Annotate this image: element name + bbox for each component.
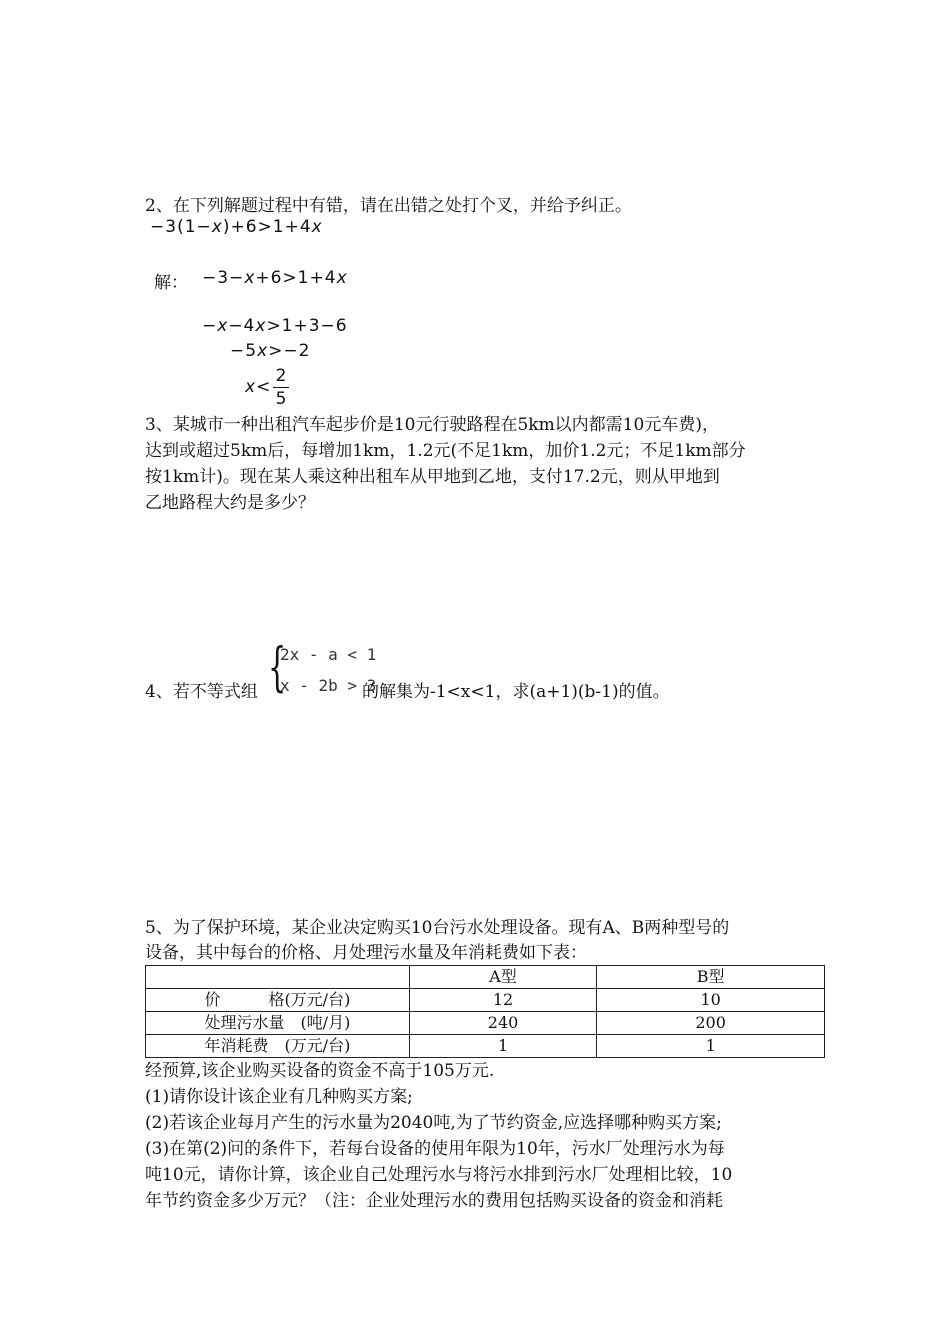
q3-line: 3、某城市一种出租汽车起步价是10元行驶路程在5km以内都需10元车费)， [145, 415, 719, 435]
q5-questions [145, 1058, 732, 1214]
q2-solution-label: 解： [154, 273, 188, 293]
q2-step2 [202, 316, 348, 336]
table-row [146, 989, 825, 1012]
q5-line: 年节约资金多少万元？（注：企业处理污水的费用包括购买设备的资金和消耗 [145, 1191, 723, 1211]
table-row-label: 年消耗费 (万元/台) [146, 1035, 410, 1058]
step3-b: >−2 [268, 341, 311, 361]
step2-a: − [202, 316, 218, 336]
step1-b: +6>1+4 [255, 268, 337, 288]
table-header-cell: B型 [597, 966, 825, 989]
q5-line: 经预算,该企业购买设备的资金不高于105万元. [145, 1061, 495, 1081]
step1-a: −3− [202, 268, 245, 288]
q5-line: 吨10元，请你计算，该企业自己处理污水与将污水排到污水厂处理相比较，10 [145, 1165, 733, 1185]
given-x: x [211, 217, 223, 237]
table-cell: 12 [409, 989, 597, 1012]
q5-intro-line: 设备，其中每台的价格、月处理污水量及年消耗费如下表： [145, 943, 587, 963]
given-one-minus: 1− [184, 217, 212, 237]
step2-x: x [217, 316, 229, 336]
fraction-bar [273, 387, 289, 388]
q5-line: (3)在第(2)问的条件下，若每台设备的使用年限为10年，污水厂处理污水为每 [145, 1139, 725, 1159]
fraction-numerator: 2 [275, 366, 287, 386]
q2-step3 [230, 341, 310, 361]
q4-prefix: 4、若不等式组 [145, 682, 258, 702]
step4-x: x [245, 377, 257, 397]
given-rest: )+6>1+4 [222, 217, 312, 237]
q5-intro-line: 5、为了保护环境，某企业决定购买10台污水处理设备。现有A、B两种型号的 [145, 918, 730, 938]
table-row-label: 处理污水量 (吨/月) [146, 1012, 410, 1035]
table-header-cell: A型 [409, 966, 597, 989]
q4-inequality-2: x - 2b > 3 [280, 676, 377, 695]
table-row [146, 1035, 825, 1058]
device-table [145, 965, 825, 1058]
system-brace: { [268, 638, 287, 698]
table-row [146, 1012, 825, 1035]
table-cell: 1 [597, 1035, 825, 1058]
step1-x: x [244, 268, 256, 288]
q2-step4 [245, 377, 271, 397]
table-cell: 1 [409, 1035, 597, 1058]
q5-intro [145, 916, 729, 966]
q2-prompt: 2、在下列解题过程中有错，请在出错之处打个叉，并给予纠正。 [145, 196, 632, 216]
q5-line: (2)若该企业每月产生的污水量为2040吨,为了节约资金,应选择哪种购买方案; [145, 1113, 722, 1133]
q4-inequality-1: 2x - a < 1 [280, 645, 377, 664]
q3-line: 按1km计)。现在某人乘这种出租车从甲地到乙地，支付17.2元，则从甲地到 [145, 467, 720, 487]
step1-x2: x [336, 268, 348, 288]
step2-x2: x [255, 316, 267, 336]
step2-c: >1+3−6 [266, 316, 348, 336]
table-cell: 10 [597, 989, 825, 1012]
q3-text [145, 412, 746, 516]
q5-line: (1)请你设计该企业有几种购买方案; [145, 1087, 413, 1107]
table-cell: 200 [597, 1012, 825, 1035]
q3-line: 达到或超过5km后，每增加1km，1.2元(不足1km，加价1.2元；不足1km部分 [145, 441, 746, 461]
q3-line: 乙地路程大约是多少？ [145, 493, 315, 513]
table-header-cell [146, 966, 410, 989]
fraction-denominator: 5 [275, 389, 287, 409]
q4-suffix: 的解集为-1<x<1，求(a+1)(b-1)的值。 [362, 682, 670, 702]
q2-given-inequality [150, 217, 323, 237]
q2-step1 [202, 268, 348, 288]
given-minus: −3 [150, 217, 178, 237]
step4-fraction [273, 366, 289, 409]
step4-lt: < [256, 377, 272, 397]
table-row-label: 价 格(万元/台) [146, 989, 410, 1012]
step3-a: −5 [230, 341, 258, 361]
given-paren: ( [177, 217, 185, 237]
table-header-row [146, 966, 825, 989]
step2-b: −4 [228, 316, 256, 336]
table-cell: 240 [409, 1012, 597, 1035]
step3-x: x [257, 341, 269, 361]
given-x2: x [311, 217, 323, 237]
